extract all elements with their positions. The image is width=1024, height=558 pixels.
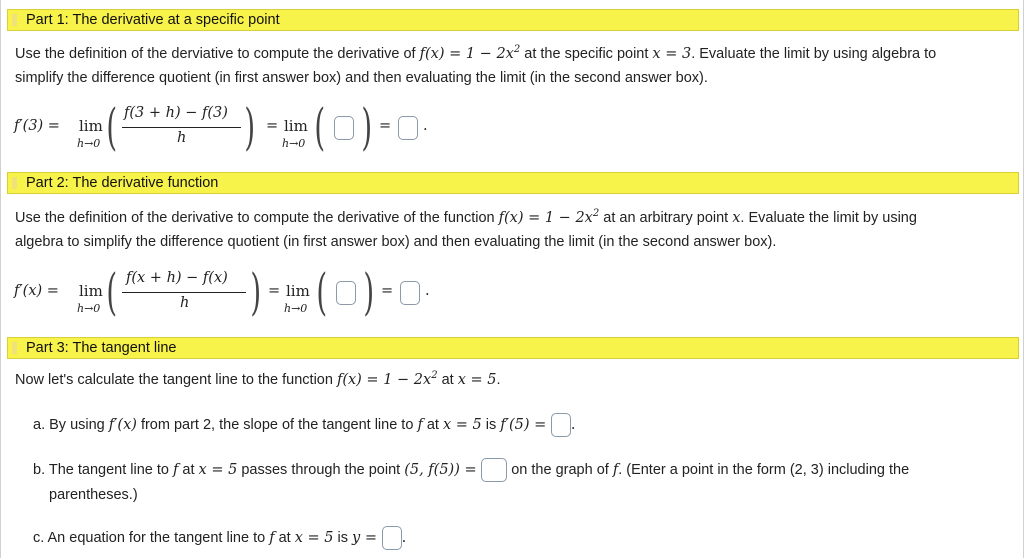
part2-intro-line2: algebra to simplify the difference quotient (in first answer box) and then evaluating the limit (in the second answer box). [15,234,777,250]
part1-right-paren: ) [244,98,256,156]
part1-lim: lim [79,117,103,135]
collapse-marker-icon [12,177,17,189]
part3-answer-box-equation[interactable] [382,526,402,550]
part1-lim2-sub: h→0 [282,137,306,150]
part2-numerator: f(x + h) − f(x) [126,270,228,286]
part2-left-paren: ( [106,263,118,321]
part1-intro-line2: simplify the difference quotient (in first answer box) and then evaluating the limit (in the second answer box). [15,70,708,86]
part1-header[interactable] [7,9,1019,31]
part3-b-f: f [173,462,179,478]
part1-fraction-bar [122,127,241,128]
part3-header-label: Part 3: The tangent line [26,340,177,356]
part1-left-paren: ( [106,98,118,156]
part3-b-f2: f [612,462,619,478]
part3-a-point: x = 5 [442,417,482,433]
part2-answer-box-2[interactable] [400,281,420,305]
part3-a-text3: at [422,417,443,433]
part2-period: . [425,283,430,299]
part3-b-text: b. The tangent line to [33,462,174,478]
part3-answer-box-point[interactable] [481,458,507,482]
part2-left-paren2: ( [316,263,328,321]
part2-lhs: f′(x) = [14,283,59,299]
part1-answer-box-2[interactable] [398,116,418,140]
part1-header-label: Part 1: The derivative at a specific point [26,12,280,28]
collapse-marker-icon [12,342,17,354]
part2-answer-box-1[interactable] [336,281,356,305]
part2-lim: lim [79,282,103,300]
part3-c-text3: is [333,530,353,546]
part3-a-text: a. By using [33,417,109,433]
part3-b-coords: (5, f(5)) = [404,462,482,478]
part3-a-text2: from part 2, the slope of the tangent line to [136,417,418,433]
part1-answer-box-1[interactable] [334,116,354,140]
part3-intro-text: Now let's calculate the tangent line to the function [15,372,337,388]
part3-intro-text3: . [496,372,501,388]
part3-item-b [33,458,909,482]
part1-lim-sub: h→0 [77,137,101,150]
part3-a-fprime: f′(x) [108,417,137,433]
part3-section [0,335,1024,558]
part1-function: $f(x) = 1 - 2x^2$ [419,44,521,62]
part3-a-f: f [417,417,423,433]
part2-intro-text: Use the definition of the derivative to compute the derivative of the function [15,210,499,226]
collapse-marker-icon [12,14,17,26]
part2-lim2-sub: h→0 [284,302,308,315]
part2-header[interactable] [7,172,1019,194]
part2-intro-text2: at an arbitrary point [599,210,733,226]
part3-a-text4: is [481,417,501,433]
part1-left-paren2: ( [314,98,326,156]
part2-denominator: h [180,295,190,311]
part1-lhs: f′(3) = [14,118,60,134]
part1-denominator: h [177,130,187,146]
part3-item-c [33,526,406,550]
part2-function: $f(x) = 1 - 2x^2$ [498,208,600,226]
part3-function: $f(x) = 1 - 2x^2$ [336,370,438,388]
part2-right-paren2: ) [363,263,375,321]
part1-period: . [423,118,428,134]
part2-equals2: = [381,283,394,299]
part3-c-y: y = [352,530,382,546]
part2-equals1: = [268,283,281,299]
part3-b-line2: parentheses.) [49,487,138,503]
part3-a-value: f′(5) = [500,417,551,433]
part1-intro [15,43,1005,90]
part3-b-text4: on the graph of [511,462,613,478]
part1-equals2: = [379,118,392,134]
part2-lim-sub: h→0 [77,302,101,315]
part1-right-paren2: ) [361,98,373,156]
part3-b-point: x = 5 [198,462,238,478]
part3-b-text5: . (Enter a point in the form (2, 3) including the [618,462,910,478]
part2-point: x [732,210,741,226]
part3-header[interactable] [7,337,1019,359]
part2-header-label: Part 2: The derivative function [26,175,219,191]
part3-c-period: . [401,530,407,546]
part1-point: x = 3 [652,46,692,62]
part3-c-text: c. An equation for the tangent line to [33,530,270,546]
part3-intro-text2: at [437,372,458,388]
part3-point: x = 5 [457,372,497,388]
part1-intro-text2: at the specific point [520,46,653,62]
part3-c-point: x = 5 [294,530,334,546]
part1-equals1: = [266,118,279,134]
part2-lim2: lim [286,282,310,300]
part3-c-text2: at [274,530,295,546]
part3-a-period: . [570,417,576,433]
part1-lim2: lim [284,117,308,135]
part1-intro-text3: . Evaluate the limit by using algebra to [691,46,937,62]
part3-intro [15,372,501,388]
part3-b-text3: passes through the point [237,462,405,478]
part2-intro-text3: . Evaluate the limit by using [740,210,917,226]
part3-item-a [33,413,575,437]
part3-answer-box-slope[interactable] [551,413,571,437]
part1-numerator: f(3 + h) − f(3) [124,105,228,121]
part1-intro-text: Use the definition of the derviative to compute the derivative of [15,46,420,62]
part2-intro [15,207,1005,254]
part3-b-text2: at [178,462,199,478]
part3-c-f: f [269,530,275,546]
part2-fraction-bar [122,292,246,293]
part2-right-paren: ) [250,263,262,321]
